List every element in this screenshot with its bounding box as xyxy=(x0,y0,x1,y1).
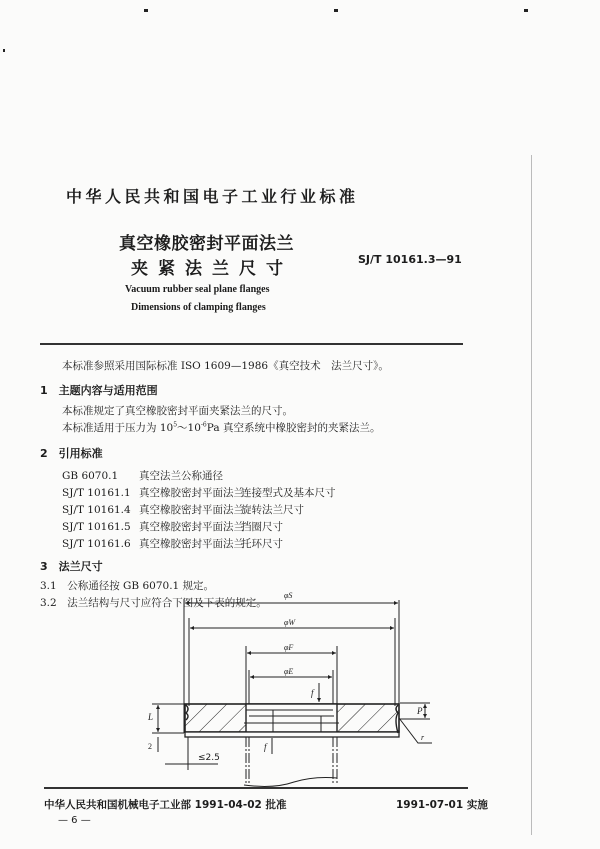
dim-label-f: φF xyxy=(284,643,294,652)
para2-text-pre: 本标准适用于压力为 10 xyxy=(62,422,174,434)
standard-title-en-line2: Dimensions of clamping flanges xyxy=(131,302,266,313)
dim-label-2: 2 xyxy=(148,742,152,751)
dim-label-tolerance: ≤2.5 xyxy=(198,753,220,763)
dim-label-l: L xyxy=(148,712,154,722)
reference-detail: 挡圈尺寸 xyxy=(241,521,283,533)
dim-label-p: P xyxy=(417,706,423,716)
section-3-heading: 3 法兰尺寸 xyxy=(40,560,103,573)
para2-sup1: 5 xyxy=(173,421,178,429)
reference-code: GB 6070.1 xyxy=(62,470,119,482)
dim-label-w: φW xyxy=(284,618,296,627)
dim-label-f-bottom: f xyxy=(264,742,267,752)
reference-name: 真空橡胶密封平面法兰 xyxy=(139,538,244,550)
standard-code: SJ/T 10161.3—91 xyxy=(358,253,462,266)
issuing-organization: 中华人民共和国电子工业行业标准 xyxy=(66,187,359,206)
reference-code: SJ/T 10161.1 xyxy=(62,487,131,499)
reference-name: 真空法兰公称通径 xyxy=(139,470,223,482)
reference-detail: 连接型式及基本尺寸 xyxy=(241,487,336,499)
section-1-para1: 本标准规定了真空橡胶密封平面夹紧法兰的尺寸。 xyxy=(62,405,293,417)
approval-info: 中华人民共和国机械电子工业部 1991-04-02 批准 xyxy=(44,799,287,811)
dim-label-s: φS xyxy=(284,591,293,600)
dim-label-r: r xyxy=(421,733,425,742)
reference-name: 真空橡胶密封平面法兰 xyxy=(139,487,244,499)
reference-code: SJ/T 10161.5 xyxy=(62,521,131,533)
page-number: — 6 — xyxy=(58,815,91,826)
section-2-heading: 2 引用标准 xyxy=(40,447,103,460)
dim-label-f-top: f xyxy=(311,688,314,698)
section-3-item2: 3.2 法兰结构与尺寸应符合下图及下表的规定。 xyxy=(40,597,267,609)
dim-label-e: φE xyxy=(284,667,294,676)
standard-title-cn-line1: 真空橡胶密封平面法兰 xyxy=(119,234,294,254)
section-3-item1: 3.1 公称通径按 GB 6070.1 规定。 xyxy=(40,580,215,592)
standard-title-en-line1: Vacuum rubber seal plane flanges xyxy=(125,284,270,295)
reference-name: 真空橡胶密封平面法兰 xyxy=(139,504,244,516)
standard-title-cn-line2: 夹紧法兰尺寸 xyxy=(131,259,293,279)
intro-text: 本标准参照采用国际标准 ISO 1609—1986《真空技术 法兰尺寸》。 xyxy=(62,360,389,372)
footer-divider xyxy=(44,787,468,789)
section-1-heading: 1 主题内容与适用范围 xyxy=(40,384,158,397)
para2-sup2: -6 xyxy=(200,421,207,429)
reference-name: 真空橡胶密封平面法兰 xyxy=(139,521,244,533)
effective-date: 1991-07-01 实施 xyxy=(396,799,488,811)
para2-text-mid: ～10 xyxy=(177,422,201,434)
reference-code: SJ/T 10161.6 xyxy=(62,538,131,550)
reference-detail: 托环尺寸 xyxy=(241,538,283,550)
para2-text-post: Pa 真空系统中橡胶密封的夹紧法兰。 xyxy=(206,422,381,434)
reference-detail: 旋转法兰尺寸 xyxy=(241,504,304,516)
reference-code: SJ/T 10161.4 xyxy=(62,504,131,516)
